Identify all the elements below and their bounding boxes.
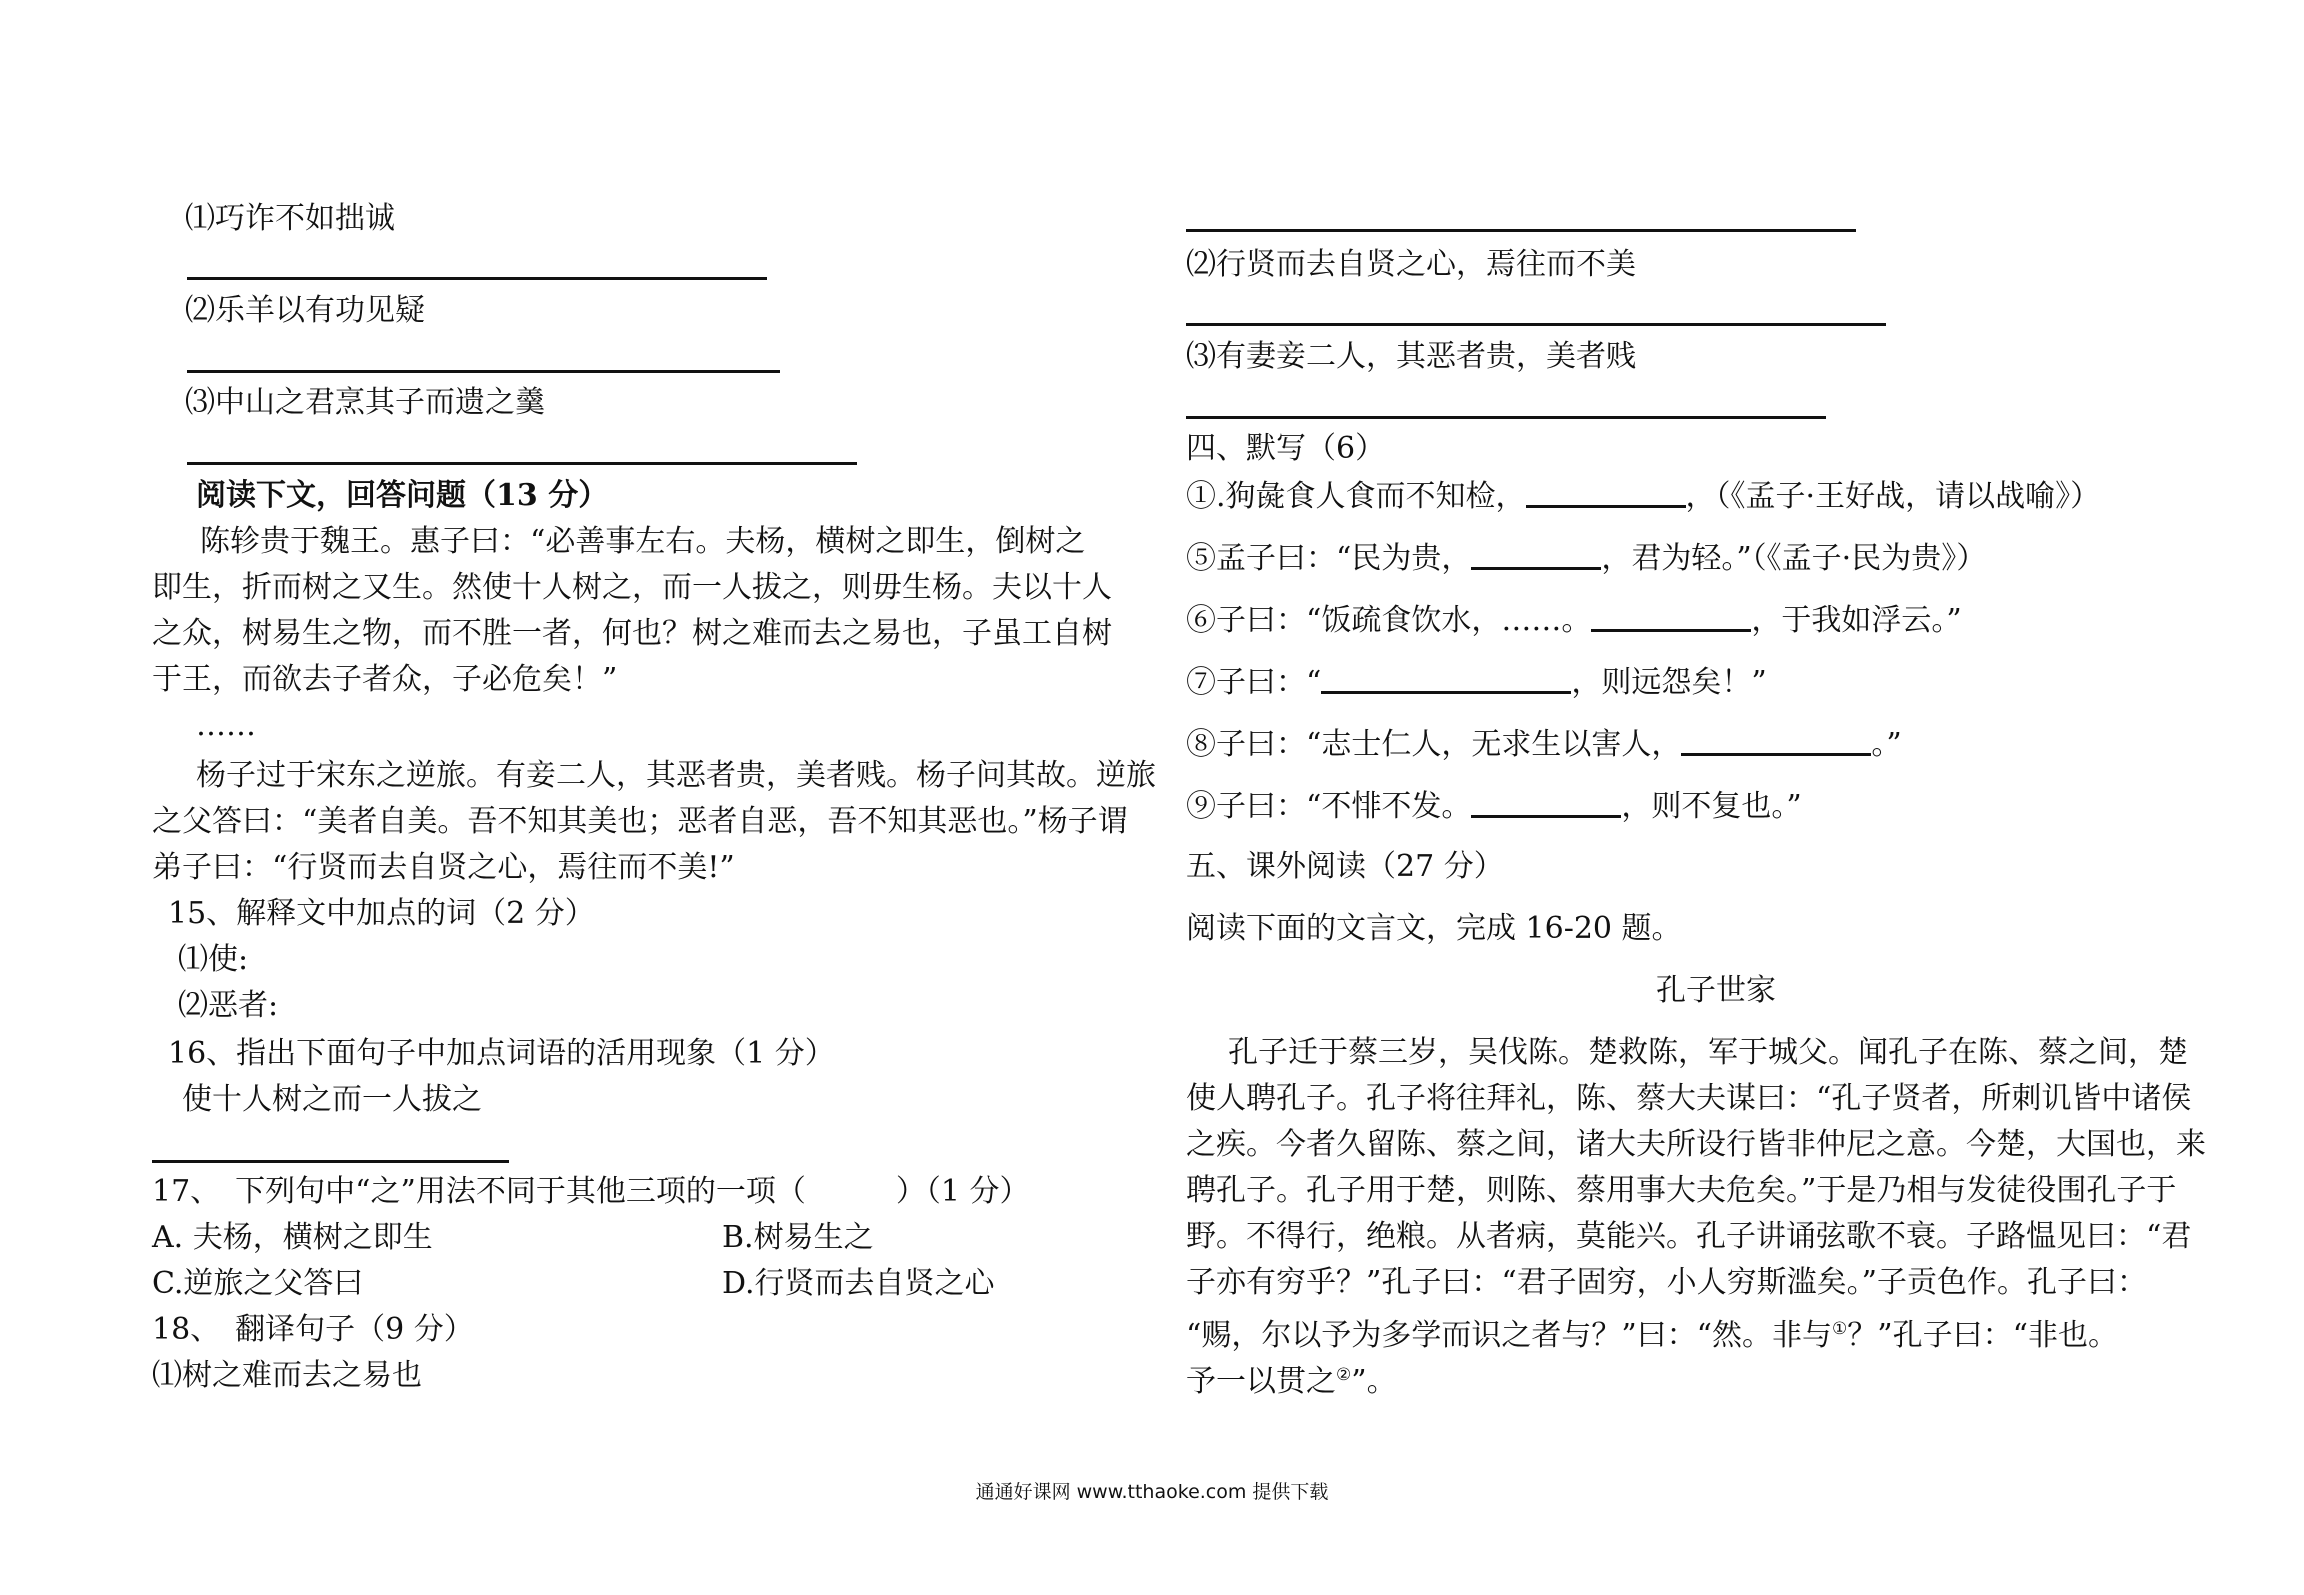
answer-line [187, 370, 780, 373]
passage-line: 野。不得行，绝粮。从者病，莫能兴。孔子讲诵弦歌不衰。子路愠见曰：“君 [1186, 1219, 2192, 1254]
answer-line [187, 277, 767, 280]
passage-line: 即生，折而树之又生。然使十人树之，而一人拔之，则毋生杨。夫以十人 [152, 570, 1112, 605]
section-4-heading: 四、默写（6） [1186, 431, 1386, 466]
question-18: 18、 翻译句子（9 分） [152, 1312, 474, 1347]
dictation-suffix: ，则不复也。” [1621, 789, 1802, 824]
question-17: 17、 下列句中“之”用法不同于其他三项的一项（ ）（1 分） [152, 1174, 1030, 1209]
answer-line [1186, 229, 1856, 232]
answer-line [1186, 323, 1886, 326]
passage-line: 于王，而欲去子者众，子必危矣！” [152, 662, 618, 697]
q15-item-1: ⑴使: [178, 942, 249, 977]
q17-option-a: A. 夫杨，横树之即生 [152, 1220, 433, 1255]
dictation-suffix: 。” [1871, 727, 1902, 762]
passage-line [1186, 1309, 2118, 1356]
passage-line: 聘孔子。孔子用于楚，则陈、蔡用事大夫危矣。”于是乃相与发徒役围孔子于 [1186, 1173, 2177, 1208]
passage-line: 陈轸贵于魏王。惠子曰：“必善事左右。夫杨，横树之即生，倒树之 [200, 524, 1086, 559]
q14-item-1: ⑴巧诈不如拙诚 [185, 201, 395, 236]
passage-line: 使人聘孔子。孔子将往拜礼，陈、蔡大夫谋曰：“孔子贤者，所刺讥皆中诸侯 [1186, 1081, 2192, 1116]
answer-line [152, 1160, 509, 1163]
passage-line: 之众，树易生之物，而不胜一者，何也？树之难而去之易也，子虽工自树 [152, 616, 1112, 651]
answer-line [187, 462, 857, 465]
dictation-item [1186, 661, 1767, 703]
dictation-blank[interactable] [1471, 785, 1621, 818]
dictation-prompt: ⑦子曰：“ [1186, 665, 1322, 700]
passage-line: 之疾。今者久留陈、蔡之间，诸大夫所设行皆非仲尼之意。今楚，大国也，来 [1186, 1127, 2206, 1162]
q17-option-d: D.行贤而去自贤之心 [722, 1266, 995, 1301]
dictation-prompt: ⑤孟子曰：“民为贵， [1186, 541, 1472, 576]
q14-item-2: ⑵乐羊以有功见疑 [185, 293, 425, 328]
dictation-prompt: ①.狗彘食人食而不知检， [1186, 479, 1526, 514]
dictation-item [1186, 475, 2100, 517]
q18-item-2: ⑵行贤而去自贤之心，焉往而不美 [1186, 247, 1636, 282]
passage-text: 予一以贯之 [1186, 1364, 1336, 1399]
dictation-blank[interactable] [1526, 475, 1686, 508]
passage-text: ”。 [1351, 1364, 1397, 1399]
dictation-item [1186, 723, 1902, 765]
passage-line: 子亦有穷乎？”孔子曰：“君子固穷，小人穷斯滥矣。”子贡色作。孔子曰： [1186, 1265, 2148, 1300]
answer-line [1186, 416, 1826, 419]
passage-text: ？”孔子曰：“非也。 [1847, 1318, 2118, 1353]
dictation-suffix: ，则远怨矣！” [1571, 665, 1767, 700]
dictation-suffix: ，（《孟子·王好战，请以战喻》） [1685, 479, 2101, 514]
dictation-blank[interactable] [1321, 661, 1571, 694]
q17-option-c: C.逆旅之父答曰 [152, 1266, 364, 1301]
dictation-blank[interactable] [1591, 599, 1751, 632]
dictation-prompt: ⑥子曰：“饭疏食饮水，……。 [1186, 603, 1592, 638]
dictation-blank[interactable] [1681, 723, 1871, 756]
q15-item-2: ⑵恶者: [178, 988, 279, 1023]
footnote-marker: ② [1336, 1365, 1352, 1385]
dictation-item [1186, 785, 1802, 827]
dictation-blank[interactable] [1471, 537, 1601, 570]
passage-line [1186, 1355, 1397, 1402]
passage-text: “赐，尔以予为多学而识之者与？”曰：“然。非与 [1186, 1318, 1833, 1353]
footnote-marker: ① [1832, 1319, 1848, 1339]
q16-sentence: 使十人树之而一人拔之 [182, 1082, 482, 1117]
q18-item-1: ⑴树之难而去之易也 [152, 1358, 422, 1393]
reading-heading: 阅读下文，回答问题（13 分） [196, 478, 609, 513]
dictation-suffix: ，君为轻。”（《孟子·民为贵》） [1601, 541, 1987, 576]
question-15: 15、解释文中加点的词（2 分） [168, 896, 595, 931]
passage-line: 之父答曰：“美者自美。吾不知其美也；恶者自恶，吾不知其恶也。”杨子谓 [152, 804, 1128, 839]
passage-title: 孔子世家 [1656, 973, 1776, 1008]
q17-option-b: B.树易生之 [722, 1220, 874, 1255]
dictation-prompt: ⑧子曰：“志士仁人，无求生以害人， [1186, 727, 1682, 762]
passage-ellipsis: …… [196, 708, 256, 743]
dictation-prompt: ⑨子曰：“不悱不发。 [1186, 789, 1472, 824]
passage-line: 孔子迁于蔡三岁，吴伐陈。楚救陈，军于城父。闻孔子在陈、蔡之间，楚 [1228, 1035, 2188, 1070]
dictation-item [1186, 599, 1962, 641]
question-16: 16、指出下面句子中加点词语的活用现象（1 分） [168, 1036, 835, 1071]
page-footer: 通通好课网 www.tthaoke.com 提供下载 [975, 1481, 1329, 1503]
reading-intro: 阅读下面的文言文，完成 16-20 题。 [1186, 911, 1682, 946]
dictation-suffix: ，于我如浮云。” [1751, 603, 1962, 638]
section-5-heading: 五、课外阅读（27 分） [1186, 849, 1504, 884]
q14-item-3: ⑶中山之君烹其子而遗之羹 [185, 385, 545, 420]
dictation-item [1186, 537, 1986, 579]
q18-item-3: ⑶有妻妾二人，其恶者贵，美者贱 [1186, 339, 1636, 374]
passage-line: 弟子曰：“行贤而去自贤之心，焉往而不美!” [152, 850, 735, 885]
passage-line: 杨子过于宋东之逆旅。有妾二人，其恶者贵，美者贱。杨子问其故。逆旅 [196, 758, 1156, 793]
